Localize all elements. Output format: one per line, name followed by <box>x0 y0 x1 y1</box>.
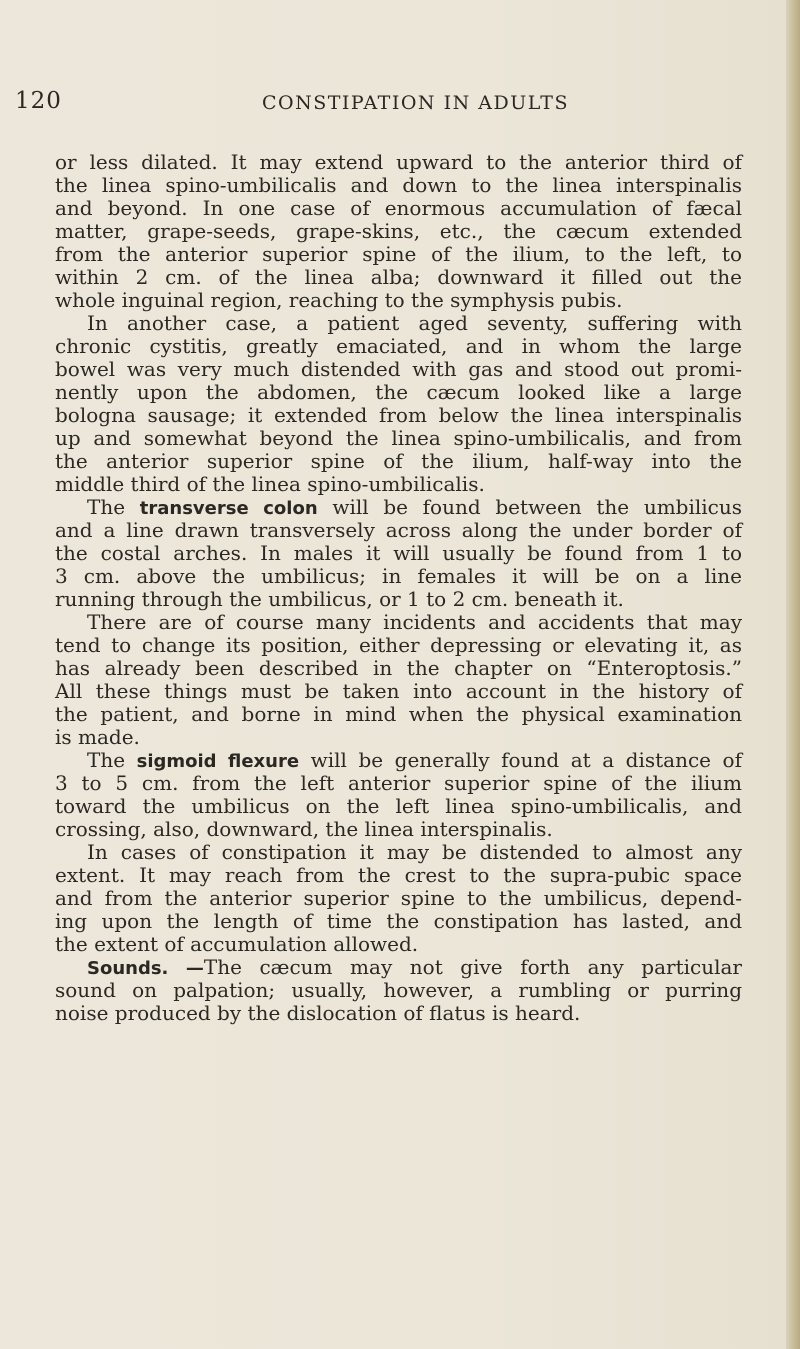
text-line: the anterior superior spine of the ilium, half-way into the <box>55 449 742 473</box>
sounds-heading: Sounds. — <box>87 958 204 979</box>
text-line: toward the umbilicus on the left linea spino-umbilicalis, and <box>55 794 742 818</box>
sigmoid-flexure-heading: sigmoid flexure <box>136 751 300 772</box>
page-header <box>0 88 800 128</box>
text-line: the patient, and borne in mind when the physical examination <box>55 702 742 726</box>
text-line: the linea spino-umbilicalis and down to the linea interspinalis <box>55 173 742 197</box>
text-line: is made. <box>55 725 140 749</box>
text-line: sound on palpation; usually, however, a rumbling or purring <box>55 978 742 1002</box>
page-number: 120 <box>15 88 62 114</box>
text-line: running through the umbilicus, or 1 to 2 cm. beneath it. <box>55 587 624 611</box>
text-line: and a line drawn transversely across along the under border of <box>55 518 742 542</box>
text-line: tend to change its position, either depressing or elevating it, as <box>55 633 742 657</box>
transverse-colon-heading: transverse colon <box>139 498 318 519</box>
running-title: CONSTIPATION IN ADULTS <box>262 92 569 114</box>
text-line: and beyond. In one case of enormous accumulation of fæcal <box>55 196 742 220</box>
sigmoid-intro: The <box>87 748 126 772</box>
page-edge <box>786 0 800 1349</box>
text-line: bologna sausage; it extended from below the linea interspinalis <box>55 403 742 427</box>
transverse-intro: The <box>87 495 126 519</box>
text-line: matter, grape-seeds, grape-skins, etc., the cæcum extended <box>55 219 742 243</box>
text-line: In cases of constipation it may be distended to almost any <box>87 840 742 864</box>
text-line: and from the anterior superior spine to the umbilicus, depend- <box>55 886 742 910</box>
text-line: within 2 cm. of the linea alba; downward it filled out the <box>55 265 742 289</box>
text-line: 3 cm. above the umbilicus; in females it will be on a line <box>55 564 742 588</box>
text-line: There are of course many incidents and accidents that may <box>87 610 742 634</box>
transverse-rest: will be found between the umbilicus <box>332 495 742 519</box>
text-line: middle third of the linea spino-umbilicalis. <box>55 472 485 496</box>
sigmoid-rest: will be generally found at a distance of <box>310 748 742 772</box>
text-line: or less dilated. It may extend upward to the anterior third of <box>55 150 742 174</box>
text-line: In another case, a patient aged seventy, suffering with <box>87 311 742 335</box>
text-line: the costal arches. In males it will usually be found from 1 to <box>55 541 742 565</box>
text-line: nently upon the abdomen, the cæcum looked like a large <box>55 380 742 404</box>
text-line: bowel was very much distended with gas and stood out promi- <box>55 357 742 381</box>
text-line: 3 to 5 cm. from the left anterior superior spine of the ilium <box>55 771 742 795</box>
text-line: noise produced by the dislocation of flatus is heard. <box>55 1001 581 1025</box>
text-line: has already been described in the chapter on “Enteroptosis.” <box>55 656 742 680</box>
text-line: extent. It may reach from the crest to the supra-pubic space <box>55 863 742 887</box>
text-line: whole inguinal region, reaching to the symphysis pubis. <box>55 288 623 312</box>
text-line: All these things must be taken into account in the history of <box>55 679 742 703</box>
body-text <box>55 151 742 1025</box>
text-line-transverse-colon <box>55 496 742 519</box>
sounds-rest: The cæcum may not give forth any particular <box>203 955 742 979</box>
text-line-sounds <box>55 956 742 979</box>
text-line-sigmoid-flexure <box>55 749 742 772</box>
text-line: the extent of accumulation allowed. <box>55 932 419 956</box>
text-line: from the anterior superior spine of the ilium, to the left, to <box>55 242 742 266</box>
text-line: chronic cystitis, greatly emaciated, and in whom the large <box>55 334 742 358</box>
text-line: ing upon the length of time the constipation has lasted, and <box>55 909 742 933</box>
text-line: crossing, also, downward, the linea interspinalis. <box>55 817 553 841</box>
text-line: up and somewhat beyond the linea spino-umbilicalis, and from <box>55 426 742 450</box>
